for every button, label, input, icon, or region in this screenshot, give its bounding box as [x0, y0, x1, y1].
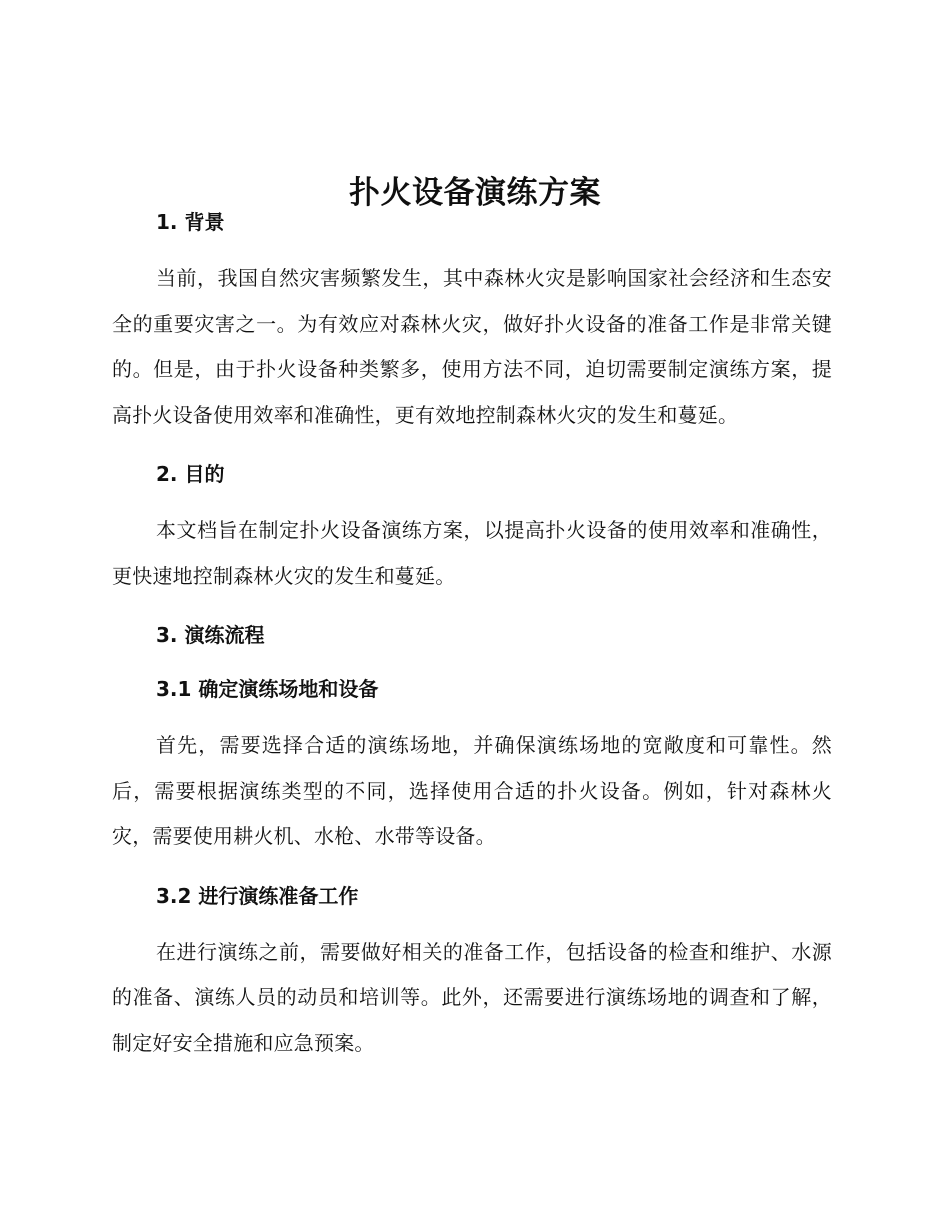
section-heading-site: 3.1 确定演练场地和设备: [156, 677, 379, 701]
section-text-site: 首先，需要选择合适的演练场地，并确保演练场地的宽敞度和可靠性。然后，需要根据演练类型的不同，选择使用合适的扑火设备。例如，针对森林火灾，需要使用耕火机、水枪、水带等设备。: [112, 733, 832, 848]
section-heading-purpose: 2. 目的: [156, 462, 225, 486]
document-body: [112, 200, 832, 1080]
section-text-prep: 在进行演练之前，需要做好相关的准备工作，包括设备的检查和维护、水源的准备、演练人员的动员和培训等。此外，还需要进行演练场地的调查和了解，制定好安全措施和应急预案。: [112, 939, 832, 1055]
section-heading-prep: 3.2 进行演练准备工作: [156, 883, 359, 908]
document-title: 扑火设备演练方案: [349, 174, 601, 211]
section-text-purpose: 本文档旨在制定扑火设备演练方案，以提高扑火设备的使用效率和准确性，更快速地控制森林火灾的发生和蔓延。: [112, 518, 832, 588]
section-heading-background: 1. 背景: [156, 210, 225, 234]
section-text-background: 当前，我国自然灾害频繁发生，其中森林火灾是影响国家社会经济和生态安全的重要灾害之一。为有效应对森林火灾，做好扑火设备的准备工作是非常关键的。但是，由于扑火设备种类繁多，使用方法不同，迫切需要制定演练方案，提高扑火设备使用效率和准确性，更有效地控制森林火灾的发生和蔓延。: [112, 266, 832, 427]
section-heading-process: 3. 演练流程: [156, 623, 265, 647]
